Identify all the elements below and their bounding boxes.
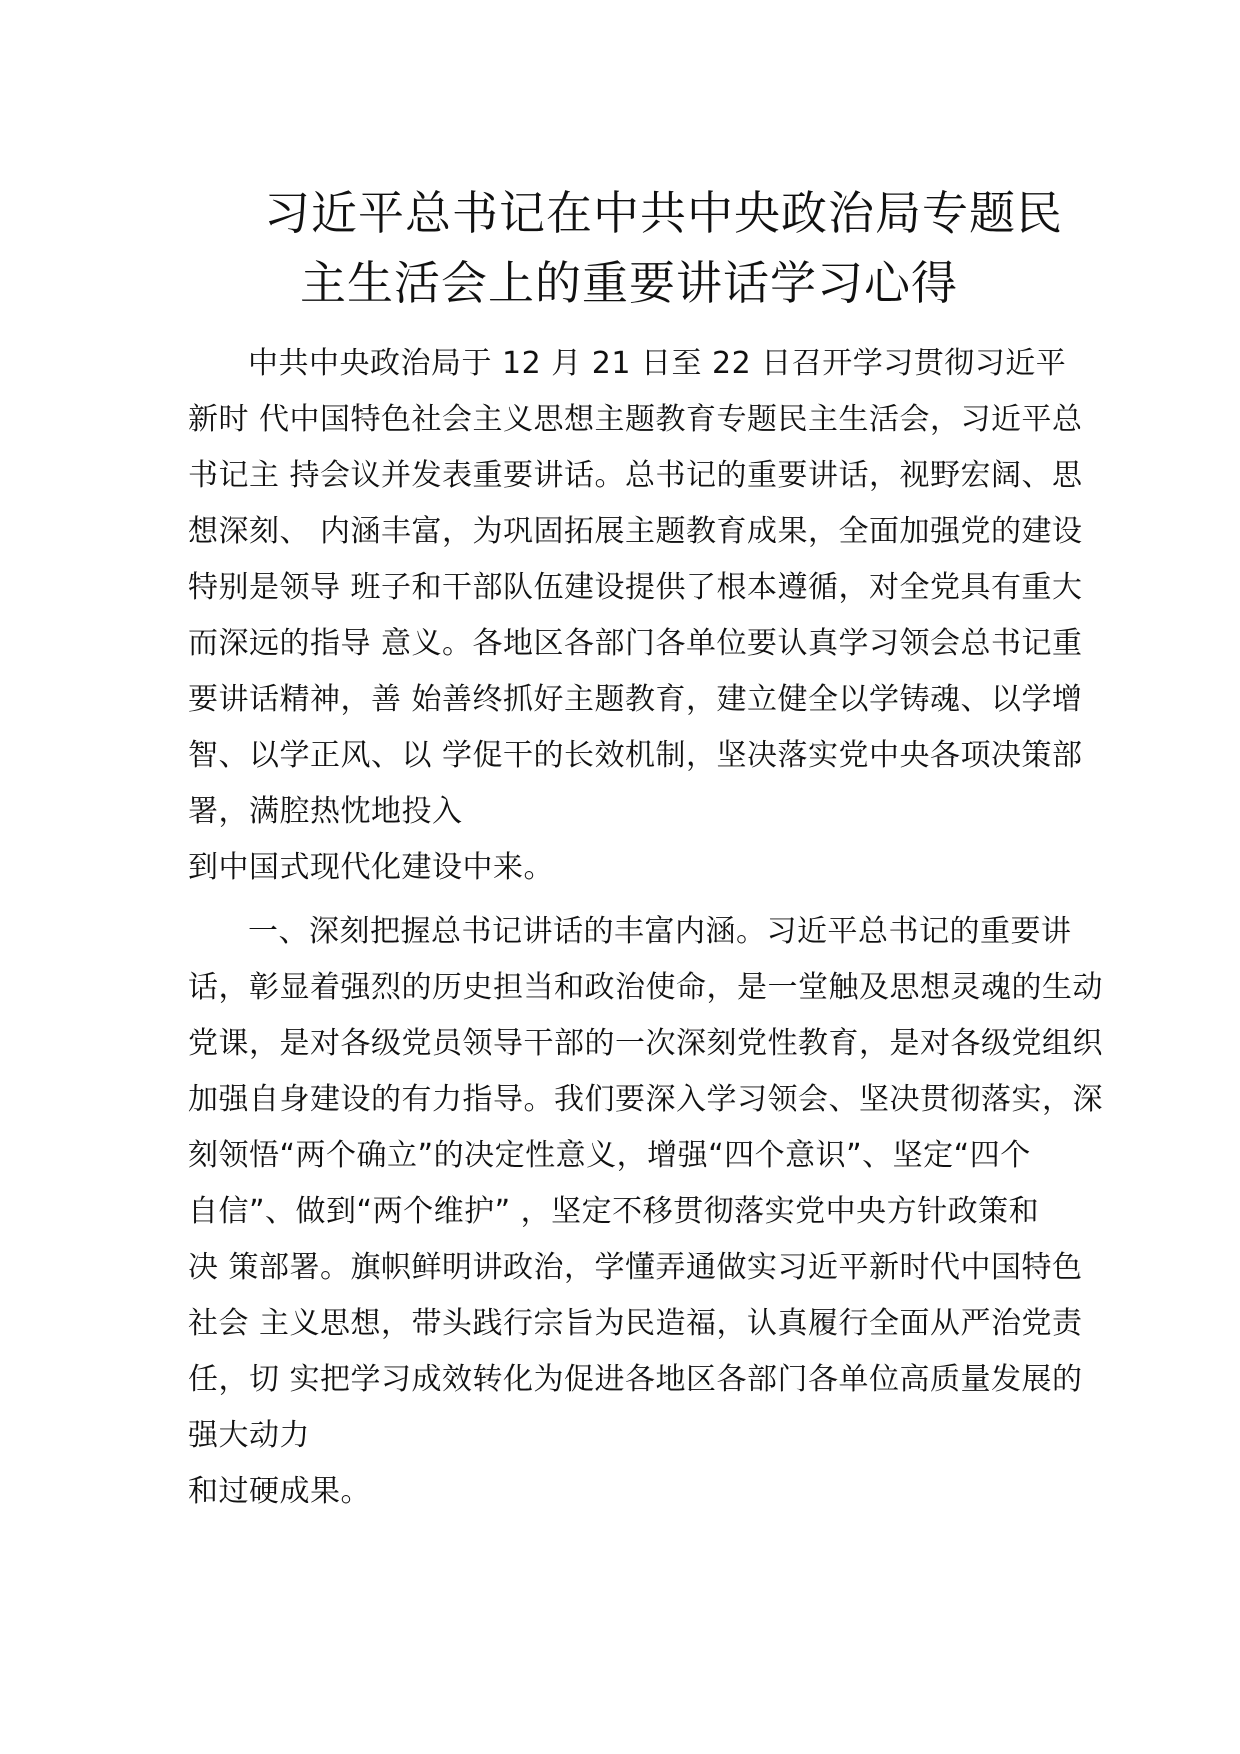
paragraph-line: 刻领悟“两个确立”的决定性意义，增强“四个意识”、坚定“四个	[188, 1138, 1031, 1173]
paragraph-line: 自信”、做到“两个维护” ，坚定不移贯彻落实党中央方针政策和	[188, 1194, 1040, 1229]
title-line-1: 习近平总书记在中共中央政治局专题民	[264, 186, 1063, 240]
paragraph-line: 加强自身建设的有力指导。我们要深入学习领会、坚决贯彻落实，深	[188, 1082, 1103, 1117]
paragraph-line: 署，满腔热忱地投入	[188, 794, 463, 829]
paragraph-section-one	[188, 904, 1103, 1520]
paragraph-line: 中共中央政治局于 12 月 21 日至 22 日召开学习贯彻习近平	[248, 346, 1067, 381]
paragraph-line: 特别是领导 班子和干部队伍建设提供了根本遵循，对全党具有重大	[188, 570, 1083, 605]
paragraph-line: 决 策部署。旗帜鲜明讲政治，学懂弄通做实习近平新时代中国特色	[188, 1250, 1083, 1285]
paragraph-line: 想深刻、 内涵丰富，为巩固拓展主题教育成果，全面加强党的建设	[188, 514, 1083, 549]
paragraph-intro	[188, 336, 1083, 896]
paragraph-line: 新时 代中国特色社会主义思想主题教育专题民主生活会，习近平总	[188, 402, 1083, 437]
paragraph-line: 任，切 实把学习成效转化为促进各地区各部门各单位高质量发展的	[188, 1362, 1083, 1397]
section-heading-line: 一、深刻把握总书记讲话的丰富内涵。习近平总书记的重要讲	[248, 914, 1072, 949]
paragraph-line: 社会 主义思想，带头践行宗旨为民造福，认真履行全面从严治党责	[188, 1306, 1083, 1341]
paragraph-line: 而深远的指导 意义。各地区各部门各单位要认真学习领会总书记重	[188, 626, 1083, 661]
document-title	[0, 178, 1240, 318]
paragraph-line: 要讲话精神，善 始善终抓好主题教育，建立健全以学铸魂、以学增	[188, 682, 1083, 717]
paragraph-line: 和过硬成果。	[188, 1474, 371, 1509]
paragraph-line: 到中国式现代化建设中来。	[188, 850, 554, 885]
title-line-2: 主生活会上的重要讲话学习心得	[300, 256, 958, 310]
paragraph-line: 话，彰显着强烈的历史担当和政治使命，是一堂触及思想灵魂的生动	[188, 970, 1103, 1005]
paragraph-line: 党课，是对各级党员领导干部的一次深刻党性教育，是对各级党组织	[188, 1026, 1103, 1061]
paragraph-line: 书记主 持会议并发表重要讲话。总书记的重要讲话，视野宏阔、思	[188, 458, 1083, 493]
paragraph-line: 强大动力	[188, 1418, 310, 1453]
paragraph-line: 智、以学正风、以 学促干的长效机制，坚决落实党中央各项决策部	[188, 738, 1083, 773]
